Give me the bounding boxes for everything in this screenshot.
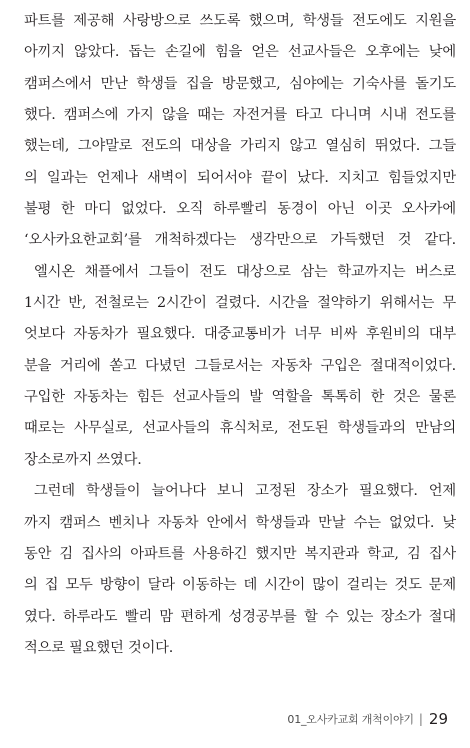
text-line: 아끼지 않았다. 돕는 손길에 힘을 얻은 선교사들은 오후에는 낮에 [24,44,456,61]
text-line: ‘오사카요한교회’를 개척하겠다는 생각만으로 가득했던 것 같다. [24,232,456,249]
text-line: 였다. 하루라도 빨리 맘 편하게 성경공부를 할 수 있는 장소가 절대 [24,608,456,625]
text-line: 캠퍼스에서 만난 학생들 집을 방문했고, 심야에는 기숙사를 돌기도 [24,75,456,92]
text-line: 까지 캠퍼스 벤치나 자동차 안에서 학생들과 만날 수는 없었다. 낮 [24,514,456,531]
text-line: 의 집 모두 방향이 달라 이동하는 데 시간이 많이 걸리는 것도 문제 [24,577,456,594]
text-line: 구입한 자동차는 힘든 선교사들의 발 역할을 톡톡히 한 것은 물론 [24,389,456,406]
text-line: 의 일과는 언제나 새벽이 되어서야 끝이 났다. 지치고 힘들었지만 [24,169,456,186]
running-footer-chapter: 01_오사카교회 개척이야기 [287,713,414,726]
text-line: 그런데 학생들이 늘어나다 보니 고정된 장소가 필요했다. 언제 [34,483,456,500]
text-line: 파트를 제공해 사랑방으로 쓰도록 했으며, 학생들 전도에도 지원을 [24,13,456,29]
text-line: 동안 김 집사의 아파트를 사용하긴 했지만 복지관과 학교, 김 집사 [24,545,456,562]
text-line: 때로는 사무실로, 선교사들의 휴식처로, 전도된 학생들과의 만남의 [24,420,456,437]
body-text [24,6,456,664]
text-line: 분을 거리에 쏟고 다녔던 그들로서는 자동차 구입은 절대적이었다. [24,357,456,374]
text-line: 엇보다 자동차가 필요했다. 대중교통비가 너무 비싸 후원비의 대부 [24,326,456,343]
text-line: 엘시온 채플에서 그들이 전도 대상으로 삼는 학교까지는 버스로 [34,263,456,280]
text-line: 했는데, 그야말로 전도의 대상을 가리지 않고 열심히 뛰었다. 그들 [24,138,456,155]
text-line: 1시간 반, 전철로는 2시간이 걸렸다. 시간을 절약하기 위해서는 무 [24,295,456,312]
page-number: 29 [428,710,448,728]
text-line: 장소로까지 쓰였다. [24,451,142,468]
page-footer [287,709,448,729]
text-line: 적으로 필요했던 것이다. [24,639,174,656]
text-line: 했다. 캠퍼스에 가지 않을 때는 자전거를 타고 다니며 시내 전도를 [24,107,456,124]
text-line: 불평 한 마디 없었다. 오직 하루빨리 동경이 아닌 이곳 오사카에 [24,201,456,218]
footer-separator: | [418,712,423,726]
